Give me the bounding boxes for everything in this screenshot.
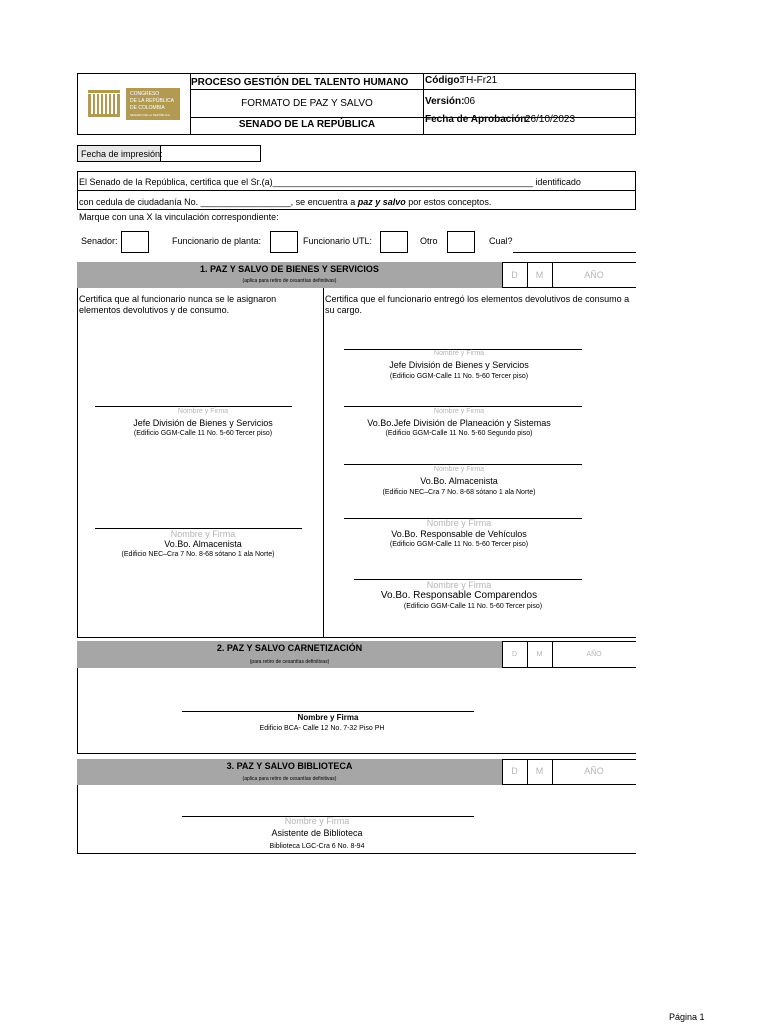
section1-right-sig-5-role: Vo.Bo. Responsable Comparendos	[380, 590, 538, 601]
section3-role: Asistente de Biblioteca	[271, 828, 363, 838]
header-entity: SENADO DE LA REPÚBLICA	[238, 119, 376, 130]
section1-right-sig-1-role: Jefe División de Bienes y Servicios	[389, 360, 529, 370]
cual-label: Cual?	[489, 236, 513, 246]
section1-right-sig-2-name: Nombre y Firma	[433, 408, 485, 415]
print-date-label-box	[77, 145, 161, 162]
senador-label: Senador:	[81, 236, 118, 246]
logo-text-3: DE COLOMBIA	[130, 105, 165, 111]
section1-year: AÑO	[584, 270, 604, 280]
section3-title: 3. PAZ Y SALVO BIBLIOTECA	[226, 761, 353, 771]
section1-right-sig-4-name: Nombre y Firma	[426, 518, 492, 528]
section2-place: Edificio BCA- Calle 12 No. 7-32 Piso PH	[259, 725, 385, 732]
section1-right-sig-3-place: (Edificio NEC–Cra 7 No. 8-68 sótano 1 ala Norte)	[382, 489, 536, 496]
version-label: Versión:	[425, 96, 465, 107]
approval-label: Fecha de Aprobación:	[425, 114, 530, 125]
utl-checkbox[interactable]	[380, 231, 408, 253]
section2-year: AÑO	[586, 651, 602, 658]
approval-value: 26/10/2023	[525, 114, 576, 125]
planta-label: Funcionario de planta:	[172, 236, 262, 246]
section3-day: D	[511, 766, 518, 776]
logo-text-1: CONGRESO	[130, 91, 160, 97]
header-process: PROCESO GESTIÓN DEL TALENTO HUMANO	[191, 77, 409, 88]
congress-logo	[86, 86, 182, 122]
section1-left-text: Certifica que al funcionario nunca se le asignaron elementos devolutivos y de consumo.	[79, 294, 277, 315]
code-label: Código:	[425, 75, 463, 86]
section2-title: 2. PAZ Y SALVO CARNETIZACIÓN	[216, 643, 363, 653]
senador-checkbox[interactable]	[121, 231, 149, 253]
section1-right-sig-5-name: Nombre y Firma	[426, 580, 492, 590]
section1-right-text: Certifica que el funcionario entregó los elementos devolutivos de consumo a su cargo.	[325, 294, 630, 315]
section1-right-sig-4-role: Vo.Bo. Responsable de Vehículos	[391, 529, 527, 539]
section1-right-sig-3-name: Nombre y Firma	[433, 466, 485, 473]
section1-right-sig-2-role: Vo.Bo.Jefe División de Planeación y Sistemas	[367, 418, 551, 428]
section2-subtitle: (para retiro de cesantías definitivas)	[249, 659, 330, 665]
section2-month: M	[536, 651, 543, 658]
section1-left-sig-2-name: Nombre y Firma	[170, 529, 236, 539]
utl-label: Funcionario UTL:	[303, 236, 373, 246]
section1-left-sig-1-name: Nombre y Firma	[177, 408, 229, 415]
logo-text-2: DE LA REPÚBLICA	[130, 98, 174, 104]
section3-place: Biblioteca LGC-Cra 6 No. 8-94	[269, 843, 365, 850]
section1-subtitle: (aplica para retiro de cesantías definitivas)	[242, 278, 337, 284]
section3-month: M	[535, 766, 544, 776]
section1-left-sig-2-role: Vo.Bo. Almacenista	[164, 539, 242, 549]
section1-left-sig-2-place: (Edificio NEC–Cra 7 No. 8-68 sótano 1 ala Norte)	[121, 551, 275, 558]
section1-right-sig-4-place: (Edificio GGM-Calle 11 No. 5-60 Tercer piso)	[389, 541, 529, 548]
section1-right-sig-1-place: (Edificio GGM-Calle 11 No. 5-60 Tercer piso)	[389, 373, 529, 380]
page-number: Página 1	[669, 1012, 705, 1022]
otro-label: Otro	[420, 236, 438, 246]
section1-right-sig-1-name: Nombre y Firma	[433, 350, 485, 357]
logo-text-4: SENADO DE LA REPÚBLICA	[130, 113, 170, 117]
print-date-label: Fecha de impresión:	[81, 149, 163, 159]
section1-right-sig-5-place: (Edificio GGM-Calle 11 No. 5-60 Tercer piso)	[403, 603, 543, 610]
planta-checkbox[interactable]	[270, 231, 298, 253]
code-value: TH-Fr21	[460, 75, 498, 86]
section1-right-sig-2-place: (Edificio GGM-Calle 11 No. 5-60 Segundo piso)	[385, 430, 533, 437]
section1-month: M	[535, 270, 544, 280]
section2-sig: Nombre y Firma	[297, 713, 359, 722]
print-date-field[interactable]	[160, 145, 261, 162]
section2-day: D	[511, 651, 518, 658]
mark-instructions: Marque con una X la vinculación correspondiente:	[79, 212, 279, 222]
section1-left-sig-1-role: Jefe División de Bienes y Servicios	[133, 418, 273, 428]
certify-line-1: El Senado de la República, certifica que el Sr.(a)____________________________________________________ identificado	[79, 177, 581, 187]
section1-day: D	[511, 270, 518, 280]
certify-line-2: con cedula de ciudadanía No. __________________, se encuentra a paz y salvo por estos conceptos.	[79, 197, 492, 207]
otro-checkbox[interactable]	[447, 231, 475, 253]
section1-right-sig-3-role: Vo.Bo. Almacenista	[420, 476, 498, 486]
header-format: FORMATO DE PAZ Y SALVO	[241, 98, 373, 109]
section1-left-sig-1-place: (Edificio GGM-Calle 11 No. 5-60 Tercer piso)	[133, 430, 273, 437]
section3-sig-name: Nombre y Firma	[284, 816, 350, 826]
section3-subtitle: (aplica para retiro de cesantías definitivas)	[242, 776, 337, 782]
version-value: 06	[464, 96, 476, 107]
cual-field[interactable]	[513, 252, 636, 253]
section1-title: 1. PAZ Y SALVO DE BIENES Y SERVICIOS	[200, 264, 379, 274]
section3-year: AÑO	[584, 766, 604, 776]
